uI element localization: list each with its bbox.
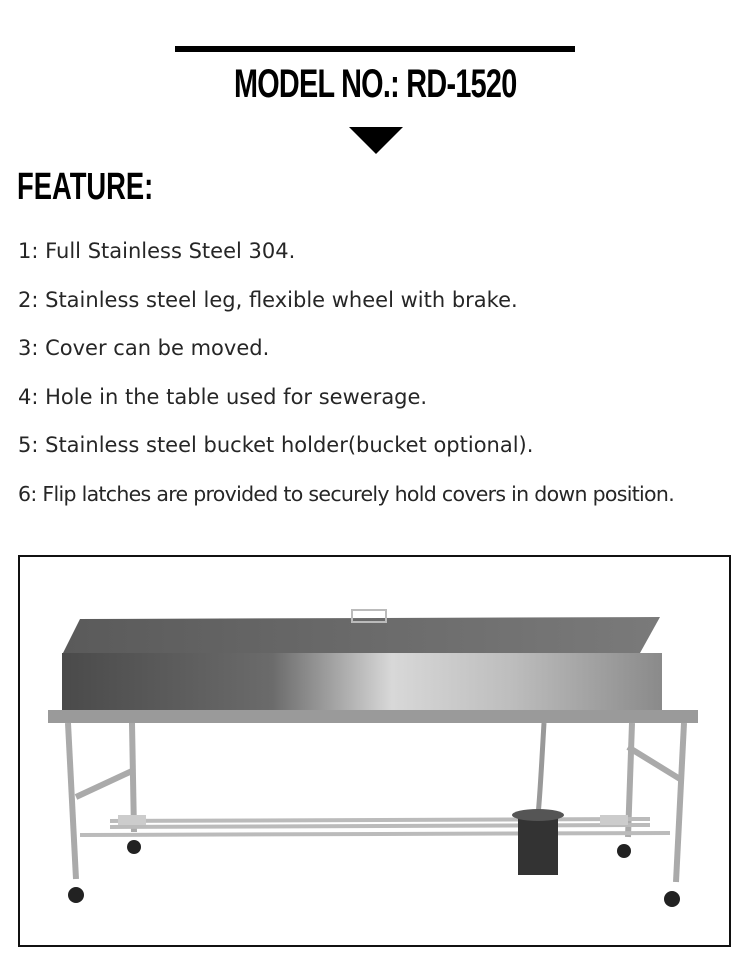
feature-item: 1: Full Stainless Steel 304.	[18, 239, 296, 263]
model-title	[0, 62, 750, 107]
feature-item: 5: Stainless steel bucket holder(bucket optional).	[18, 433, 534, 457]
model-title-text: MODEL NO.: RD-1520	[233, 62, 517, 106]
feature-heading	[17, 166, 206, 209]
feature-list	[18, 236, 674, 527]
feature-item: 3: Cover can be moved.	[18, 336, 270, 360]
feature-heading-text: FEATURE:	[17, 166, 154, 208]
feature-item: 2: Stainless steel leg, flexible wheel with brake.	[18, 287, 518, 312]
morgue-table-illustration	[20, 557, 729, 945]
product-photo	[18, 555, 731, 947]
top-divider	[175, 46, 575, 52]
feature-item: 4: Hole in the table used for sewerage.	[18, 384, 428, 409]
triangle-down-icon	[349, 127, 403, 154]
feature-item: 6: Flip latches are provided to securely hold covers in down position.	[18, 481, 675, 506]
